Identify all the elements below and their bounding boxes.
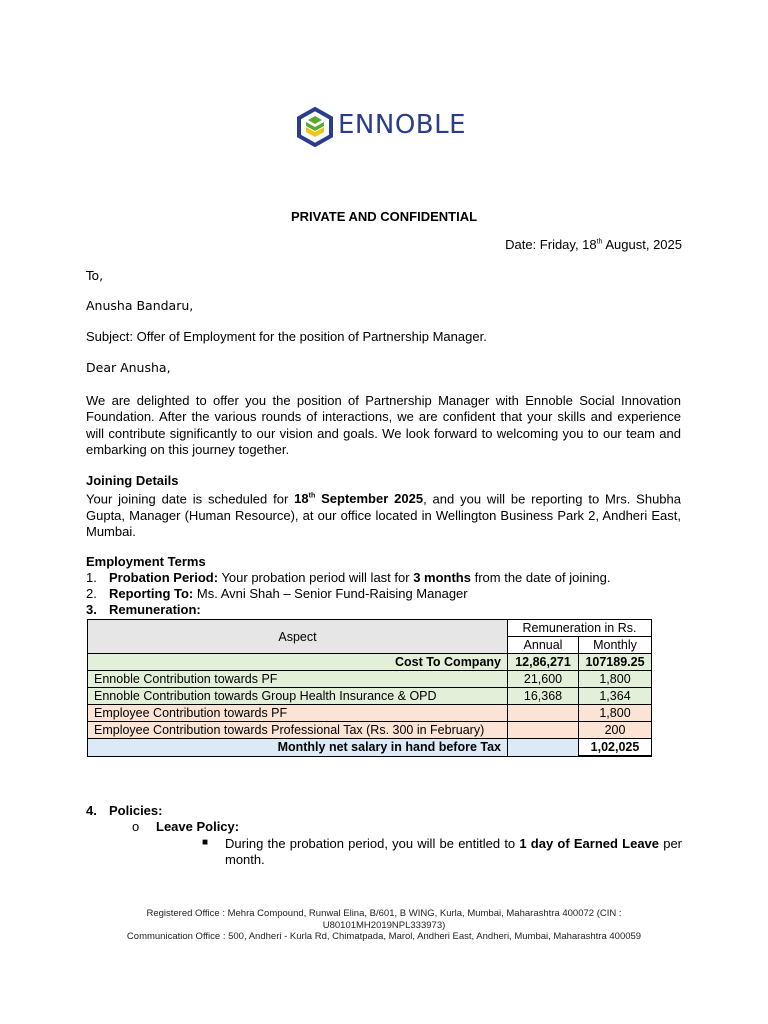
- list-item-policies: 4. Policies:: [86, 803, 163, 818]
- salutation: Dear Anusha,: [86, 360, 171, 375]
- footer-communication-office: Communication Office : 500, Andheri - Kurla Rd, Chimatpada, Marol, Andheri East, Andheri, Mumbai, Maharashtra 400059: [126, 931, 642, 942]
- annual-header: Annual: [508, 637, 579, 654]
- row-annual: 21,600: [508, 671, 579, 688]
- logo-wordmark: ENNOBLE: [338, 110, 467, 140]
- ctc-monthly: 107189.25: [579, 654, 652, 671]
- list-item-remuneration: 3. Remuneration:: [86, 602, 201, 617]
- ctc-row: [88, 654, 652, 671]
- row-label: Employee Contribution towards Professional Tax (Rs. 300 in February): [88, 722, 508, 739]
- remuneration-table: [87, 619, 652, 757]
- table-row: [88, 688, 652, 705]
- company-logo: [296, 107, 476, 147]
- letter-date: Date: Friday, 18th August, 2025: [505, 237, 682, 252]
- net-monthly: 1,02,025: [579, 739, 652, 757]
- leave-policy-text: During the probation period, you will be entitled to 1 day of Earned Leave per month.: [225, 836, 683, 868]
- joining-heading: Joining Details: [86, 473, 179, 488]
- aspect-header: Aspect: [88, 620, 508, 654]
- table-row: [88, 722, 652, 739]
- table-row: [88, 671, 652, 688]
- list-item-probation: 1. Probation Period: Your probation period will last for 3 months from the date of joining.: [86, 570, 611, 585]
- net-label: Monthly net salary in hand before Tax: [88, 739, 508, 757]
- monthly-header: Monthly: [579, 637, 652, 654]
- row-monthly: 1,364: [579, 688, 652, 705]
- row-annual: [508, 722, 579, 739]
- ctc-label: Cost To Company: [88, 654, 508, 671]
- table-header-row: [88, 620, 652, 637]
- square-bullet-icon: ■: [202, 837, 209, 848]
- intro-paragraph: We are delighted to offer you the position of Partnership Manager with Ennoble Social Innovation Foundation. After the various rounds of interactions, we are confident that your skills and experience will contribute significantly to our vision and goals. We look forward to welcoming you to our team and embarking on this journey together.: [86, 393, 681, 457]
- net-salary-row: [88, 739, 652, 757]
- page-title: PRIVATE AND CONFIDENTIAL: [290, 209, 478, 224]
- sub-item-leave-policy: o Leave Policy:: [132, 819, 240, 834]
- row-label: Ennoble Contribution towards PF: [88, 671, 508, 688]
- row-monthly: 1,800: [579, 671, 652, 688]
- joining-paragraph: Your joining date is scheduled for 18th September 2025, and you will be reporting to Mrs. Shubha Gupta, Manager (Human Resource), at our office located in Wellington Business Park 2, Andheri East, Mumbai.: [86, 491, 681, 539]
- row-monthly: 1,800: [579, 705, 652, 722]
- row-monthly: 200: [579, 722, 652, 739]
- remuneration-header: Remuneration in Rs.: [508, 620, 652, 637]
- letter-to: To,: [86, 268, 104, 283]
- logo-hexagon-icon: [296, 107, 334, 147]
- ctc-annual: 12,86,271: [508, 654, 579, 671]
- letter-subject: Subject: Offer of Employment for the position of Partnership Manager.: [86, 329, 487, 344]
- row-label: Employee Contribution towards PF: [88, 705, 508, 722]
- list-item-reporting: 2. Reporting To: Ms. Avni Shah – Senior Fund-Raising Manager: [86, 586, 468, 601]
- table-row: [88, 705, 652, 722]
- recipient-name: Anusha Bandaru,: [86, 298, 194, 313]
- terms-heading: Employment Terms: [86, 554, 206, 569]
- footer-registered-office: Registered Office : Mehra Compound, Runwal Elina, B/601, B WING, Kurla, Mumbai, Maharashtra 400072 (CIN : U80101MH2019NPL333973): [146, 908, 622, 931]
- net-annual: [508, 739, 579, 757]
- row-annual: 16,368: [508, 688, 579, 705]
- row-label: Ennoble Contribution towards Group Health Insurance & OPD: [88, 688, 508, 705]
- row-annual: [508, 705, 579, 722]
- sub-bullet: o: [132, 819, 140, 834]
